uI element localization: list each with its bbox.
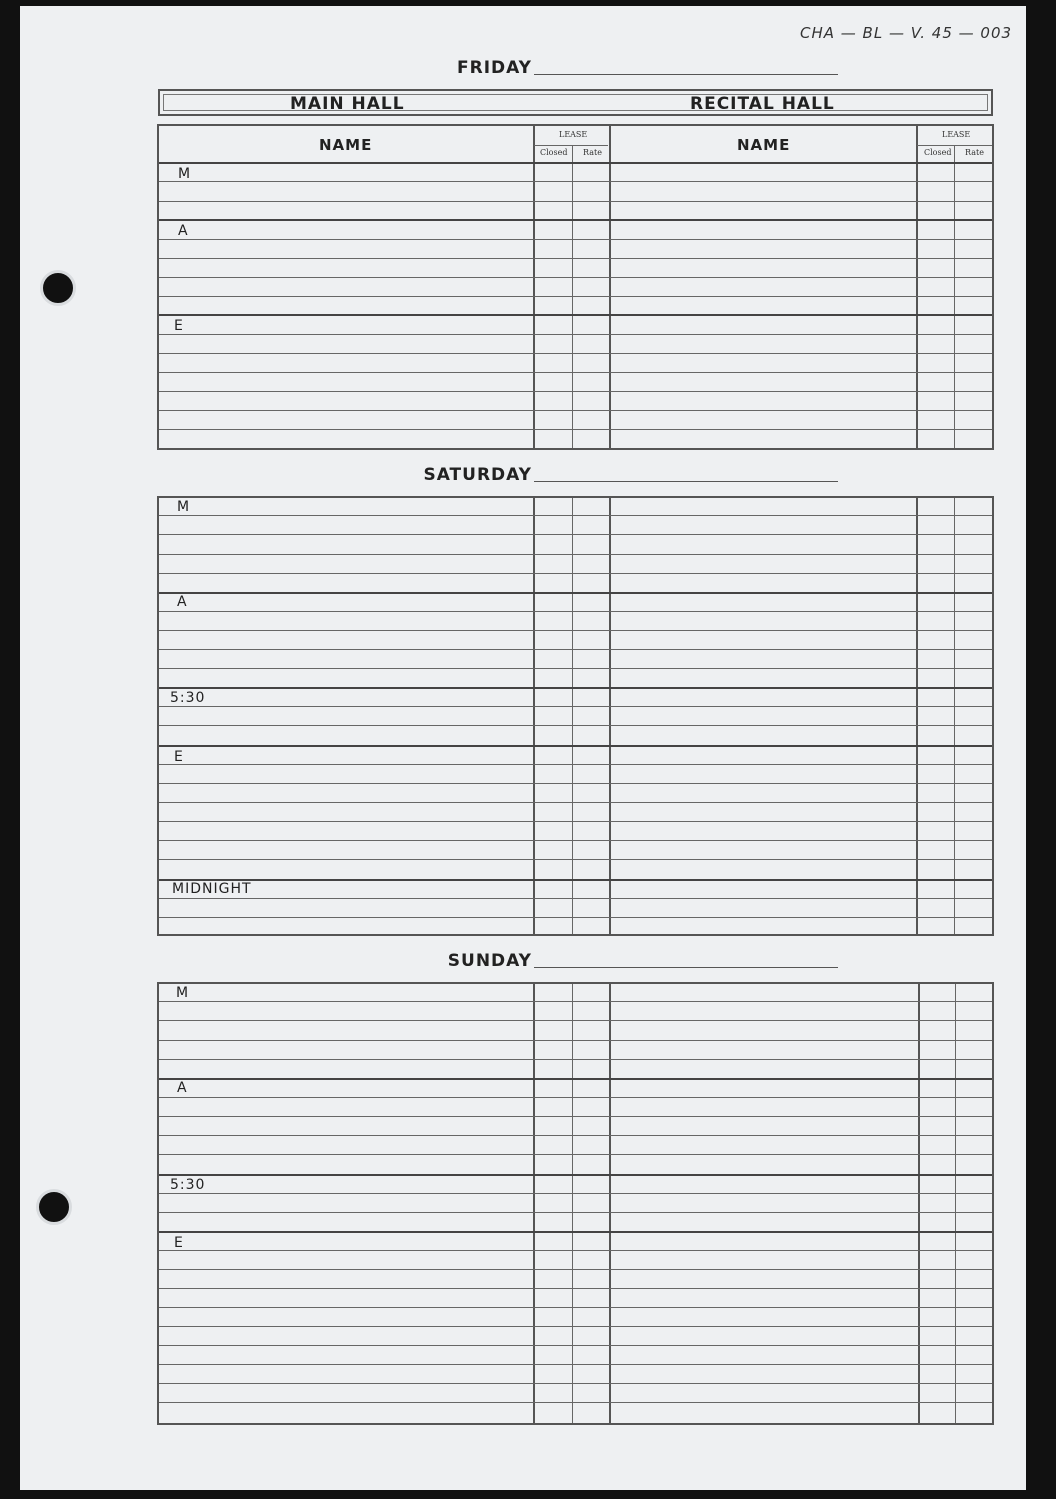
friday-morning-label: M [178,166,192,182]
recital-hall-label: RECITAL HALL [690,94,835,114]
sunday-title: SUNDAY [447,951,532,971]
main-closed-header: Closed [540,148,568,157]
main-name-header: NAME [319,136,373,154]
saturday-morning-label: M [177,499,191,515]
recital-lease-header: LEASE [942,130,971,139]
saturday-table [157,496,994,936]
sunday-morning-label: M [176,985,190,1001]
binder-hole-top [40,270,76,306]
saturday-title: SATURDAY [423,465,532,485]
saturday-midnight-label: MIDNIGHT [172,881,252,897]
recital-name-header: NAME [737,136,791,154]
binder-hole-bottom [36,1189,72,1225]
sunday-530-label: 5:30 [170,1177,206,1193]
friday-title: FRIDAY [457,58,532,78]
reference-code: CHA — BL — V. 45 — 003 [800,24,1013,42]
main-rate-header: Rate [583,148,602,157]
saturday-afternoon-label: A [177,594,188,610]
saturday-evening-label: E [174,749,184,765]
friday-afternoon-label: A [178,223,189,239]
hall-header-bar [158,89,993,116]
saturday-530-label: 5:30 [170,690,206,706]
sunday-table [157,982,994,1425]
saturday-rule [534,481,838,482]
friday-evening-label: E [174,318,184,334]
sunday-rule [534,967,838,968]
main-lease-header: LEASE [559,130,588,139]
sunday-afternoon-label: A [177,1080,188,1096]
friday-table [157,124,994,450]
recital-rate-header: Rate [965,148,984,157]
main-hall-label: MAIN HALL [290,94,405,114]
recital-closed-header: Closed [924,148,952,157]
sunday-evening-label: E [174,1235,184,1251]
friday-rule [534,74,838,75]
